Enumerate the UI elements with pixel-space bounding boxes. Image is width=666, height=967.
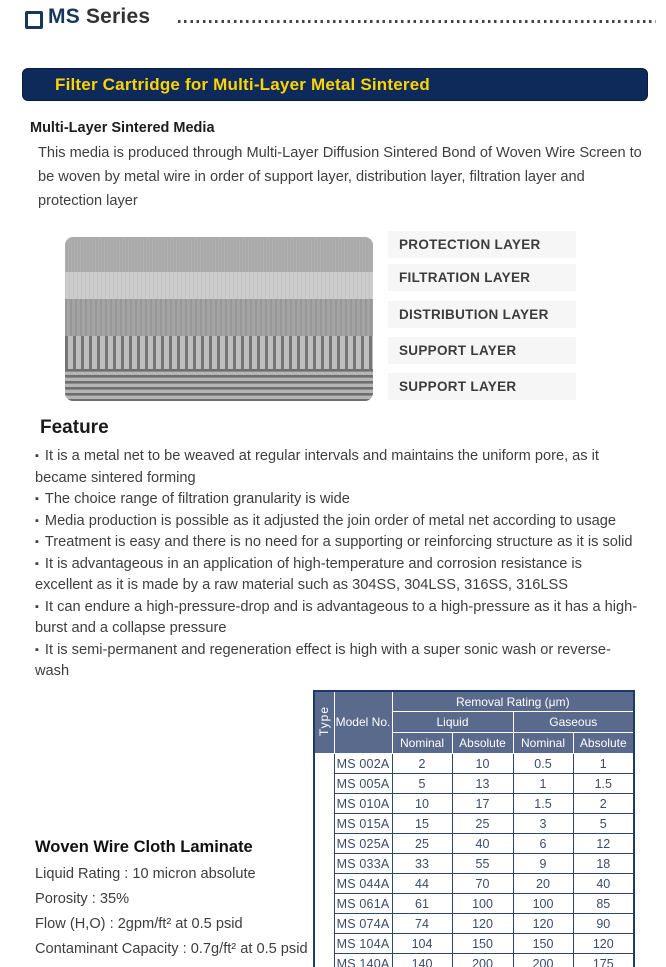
value-cell: 17 <box>452 794 513 814</box>
value-cell: 0.5 <box>513 754 573 774</box>
laminate-spec-porosity: Porosity : 35% <box>35 891 130 907</box>
table-row <box>314 894 634 914</box>
value-cell: 74 <box>392 914 452 934</box>
table-row <box>314 954 634 967</box>
value-cell: 55 <box>452 854 513 874</box>
value-cell: 3 <box>513 814 573 834</box>
table-header-row-group <box>314 691 634 712</box>
value-cell: 150 <box>452 934 513 954</box>
value-cell: 44 <box>392 874 452 894</box>
table-row <box>314 834 634 854</box>
feature-bullet: ▪ It can endure a high-pressure-drop and is advantageous to a high-pressure as it has a high-burst and a collapse pressure <box>35 597 639 640</box>
removal-rating-header: Removal Rating (μm) <box>392 691 634 712</box>
value-cell: 104 <box>392 934 452 954</box>
table-row <box>314 854 634 874</box>
value-cell: 85 <box>573 894 634 914</box>
type-value-cell: Cylindrical <box>314 754 334 967</box>
mesh-band-distribution <box>65 299 373 336</box>
feature-list <box>35 446 639 683</box>
media-heading: Multi-Layer Sintered Media <box>30 120 215 136</box>
table-row <box>314 774 634 794</box>
model-cell: MS 025A <box>334 834 392 854</box>
value-cell: 120 <box>452 914 513 934</box>
value-cell: 2 <box>573 794 634 814</box>
feature-bullet: ▪ The choice range of filtration granularity is wide <box>35 489 639 511</box>
value-cell: 5 <box>392 774 452 794</box>
layer-label-protection: PROTECTION LAYER <box>388 231 576 258</box>
value-cell: 6 <box>513 834 573 854</box>
value-cell: 40 <box>573 874 634 894</box>
layer-label-support-2: SUPPORT LAYER <box>388 373 576 400</box>
table-row <box>314 914 634 934</box>
value-cell: 20 <box>513 874 573 894</box>
layer-label-distribution: DISTRIBUTION LAYER <box>388 301 576 328</box>
value-cell: 140 <box>392 954 452 967</box>
value-cell: 25 <box>392 834 452 854</box>
feature-bullet: ▪ It is a metal net to be weaved at regular intervals and maintains the uniform pore, as it became sintered forming <box>35 446 639 489</box>
mesh-band-protection <box>65 237 373 272</box>
gaseous-absolute-header: Absolute <box>573 733 634 754</box>
feature-bullet: ▪ Treatment is easy and there is no need for a supporting or reinforcing structure as it is solid <box>35 532 639 554</box>
model-cell: MS 002A <box>334 754 392 774</box>
value-cell: 120 <box>573 934 634 954</box>
value-cell: 15 <box>392 814 452 834</box>
value-cell: 1.5 <box>573 774 634 794</box>
feature-heading: Feature <box>40 417 109 438</box>
value-cell: 33 <box>392 854 452 874</box>
liquid-nominal-header: Nominal <box>392 733 452 754</box>
section-banner-label: Filter Cartridge for Multi-Layer Metal Sintered <box>55 74 430 94</box>
value-cell: 10 <box>452 754 513 774</box>
laminate-spec-contaminant: Contaminant Capacity : 0.7g/ft² at 0.5 psid <box>35 941 308 957</box>
laminate-spec-flow: Flow (H,O) : 2gpm/ft² at 0.5 psid <box>35 916 243 932</box>
series-code: MS <box>48 5 80 28</box>
layer-label-filtration: FILTRATION LAYER <box>388 264 576 291</box>
value-cell: 1.5 <box>513 794 573 814</box>
layer-label-support-1: SUPPORT LAYER <box>388 337 576 364</box>
model-cell: MS 033A <box>334 854 392 874</box>
value-cell: 40 <box>452 834 513 854</box>
value-cell: 61 <box>392 894 452 914</box>
type-column-header: Type <box>314 691 334 754</box>
liquid-absolute-header: Absolute <box>452 733 513 754</box>
laminate-spec-liquid-rating: Liquid Rating : 10 micron absolute <box>35 866 256 882</box>
value-cell: 18 <box>573 854 634 874</box>
section-banner <box>22 68 648 101</box>
removal-rating-table <box>313 690 635 967</box>
feature-bullet: ▪ It is advantageous in an application of high-temperature and corrosion resistance is excellent as it is made by a raw material such as 304SS, 304LSS, 316SS, 316LSS <box>35 554 639 597</box>
value-cell: 100 <box>513 894 573 914</box>
value-cell: 200 <box>513 954 573 967</box>
model-column-header: Model No. <box>334 691 392 754</box>
dotted-leader-line <box>178 20 656 23</box>
value-cell: 5 <box>573 814 634 834</box>
liquid-header: Liquid <box>392 712 513 733</box>
value-cell: 25 <box>452 814 513 834</box>
model-cell: MS 061A <box>334 894 392 914</box>
value-cell: 150 <box>513 934 573 954</box>
value-cell: 175 <box>573 954 634 967</box>
model-cell: MS 005A <box>334 774 392 794</box>
feature-bullet: ▪ Media production is possible as it adjusted the join order of metal net according to usage <box>35 511 639 533</box>
value-cell: 100 <box>452 894 513 914</box>
table-row <box>314 794 634 814</box>
model-cell: MS 044A <box>334 874 392 894</box>
value-cell: 9 <box>513 854 573 874</box>
laminate-spec-list <box>35 862 308 962</box>
gaseous-header: Gaseous <box>513 712 634 733</box>
sintered-mesh-image <box>65 237 373 401</box>
mesh-band-support-wrap <box>65 369 373 401</box>
model-cell: MS 010A <box>334 794 392 814</box>
media-description: This media is produced through Multi-Layer Diffusion Sintered Bond of Woven Wire Screen to be woven by metal wire in order of support layer, distribution layer, filtration layer and protection layer <box>38 145 642 209</box>
model-cell: MS 015A <box>334 814 392 834</box>
value-cell: 120 <box>513 914 573 934</box>
table-row <box>314 754 634 774</box>
value-cell: 200 <box>452 954 513 967</box>
laminate-heading: Woven Wire Cloth Laminate <box>35 838 253 856</box>
page-title <box>48 5 150 29</box>
series-word: Series <box>85 5 151 28</box>
model-cell: MS 140A <box>334 954 392 967</box>
value-cell: 2 <box>392 754 452 774</box>
value-cell: 1 <box>513 774 573 794</box>
value-cell: 90 <box>573 914 634 934</box>
mesh-band-filtration <box>65 272 373 299</box>
feature-bullet: ▪ It is semi-permanent and regeneration effect is high with a super sonic wash or reverse-wash <box>35 640 639 683</box>
square-outline-icon <box>25 11 43 29</box>
table-row <box>314 814 634 834</box>
value-cell: 12 <box>573 834 634 854</box>
value-cell: 10 <box>392 794 452 814</box>
gaseous-nominal-header: Nominal <box>513 733 573 754</box>
model-cell: MS 104A <box>334 934 392 954</box>
table-row <box>314 874 634 894</box>
table-row <box>314 934 634 954</box>
value-cell: 70 <box>452 874 513 894</box>
value-cell: 1 <box>573 754 634 774</box>
value-cell: 13 <box>452 774 513 794</box>
mesh-band-support-rib <box>65 336 373 369</box>
model-cell: MS 074A <box>334 914 392 934</box>
